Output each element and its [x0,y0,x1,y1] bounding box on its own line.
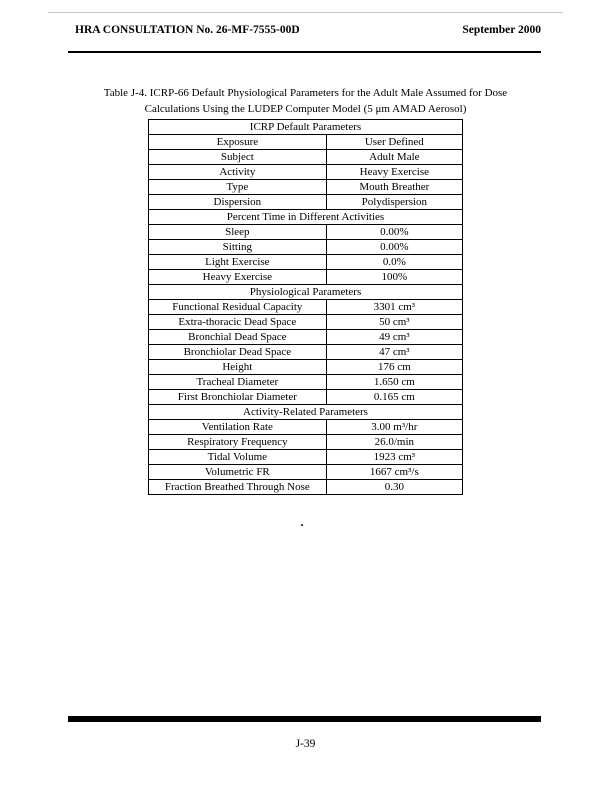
parameter-name-cell: Tidal Volume [149,450,327,465]
table-row [149,210,463,225]
table-row [149,360,463,375]
parameter-value-cell: Heavy Exercise [326,165,462,180]
parameters-table-body [149,120,463,495]
section-header-cell: ICRP Default Parameters [149,120,463,135]
parameter-value-cell: Polydispersion [326,195,462,210]
table-row [149,270,463,285]
table-row [149,300,463,315]
parameter-name-cell: Sleep [149,225,327,240]
parameter-value-cell: 176 cm [326,360,462,375]
table-row [149,135,463,150]
table-row [149,285,463,300]
table-row [149,465,463,480]
table-row [149,375,463,390]
parameter-value-cell: 49 cm³ [326,330,462,345]
parameter-value-cell: 0.0% [326,255,462,270]
parameter-name-cell: Light Exercise [149,255,327,270]
parameter-value-cell: 3301 cm³ [326,300,462,315]
header-rule [68,51,541,53]
parameter-name-cell: Activity [149,165,327,180]
parameter-value-cell: 0.00% [326,240,462,255]
parameter-name-cell: Extra-thoracic Dead Space [149,315,327,330]
table-row [149,390,463,405]
table-row [149,450,463,465]
parameter-value-cell: 1923 cm³ [326,450,462,465]
table-row [149,225,463,240]
table-row [149,165,463,180]
table-row [149,420,463,435]
parameter-value-cell: Adult Male [326,150,462,165]
table-row [149,435,463,450]
parameter-value-cell: 1.650 cm [326,375,462,390]
table-row [149,120,463,135]
scan-edge-line [48,12,563,13]
table-caption [0,85,611,117]
parameter-value-cell: User Defined [326,135,462,150]
parameter-name-cell: Bronchial Dead Space [149,330,327,345]
section-header-cell: Activity-Related Parameters [149,405,463,420]
section-header-cell: Percent Time in Different Activities [149,210,463,225]
footer-rule [68,716,541,722]
parameter-value-cell: 47 cm³ [326,345,462,360]
parameter-name-cell: Bronchiolar Dead Space [149,345,327,360]
parameter-name-cell: Subject [149,150,327,165]
parameter-value-cell: 3.00 m³/hr [326,420,462,435]
header-document-number: HRA CONSULTATION No. 26-MF-7555-00D [75,24,300,36]
parameter-name-cell: First Bronchiolar Diameter [149,390,327,405]
parameter-name-cell: Exposure [149,135,327,150]
parameter-value-cell: 1667 cm³/s [326,465,462,480]
page-header [75,24,541,36]
table-row [149,315,463,330]
section-header-cell: Physiological Parameters [149,285,463,300]
table-row [149,240,463,255]
parameter-name-cell: Sitting [149,240,327,255]
table-row [149,330,463,345]
table-row [149,480,463,495]
parameter-name-cell: Tracheal Diameter [149,375,327,390]
table-row [149,405,463,420]
table-row [149,195,463,210]
parameter-name-cell: Volumetric FR [149,465,327,480]
parameter-name-cell: Height [149,360,327,375]
parameter-name-cell: Type [149,180,327,195]
table-row [149,150,463,165]
parameter-value-cell: 50 cm³ [326,315,462,330]
parameter-value-cell: Mouth Breather [326,180,462,195]
parameter-value-cell: 0.165 cm [326,390,462,405]
table-row [149,255,463,270]
parameter-name-cell: Ventilation Rate [149,420,327,435]
table-row [149,345,463,360]
parameter-value-cell: 0.30 [326,480,462,495]
parameter-name-cell: Dispersion [149,195,327,210]
table-caption-line1: Table J-4. ICRP-66 Default Physiological Parameters for the Adult Male Assumed for Dose [103,87,508,99]
parameter-value-cell: 26.0/min [326,435,462,450]
parameter-name-cell: Respiratory Frequency [149,435,327,450]
parameter-value-cell: 0.00% [326,225,462,240]
table-caption-line2: Calculations Using the LUDEP Computer Model (5 μm AMAD Aerosol) [144,103,467,115]
page-number: J-39 [295,738,316,750]
parameter-name-cell: Fraction Breathed Through Nose [149,480,327,495]
header-date: September 2000 [462,24,541,36]
parameter-name-cell: Functional Residual Capacity [149,300,327,315]
parameters-table [148,119,463,495]
parameter-value-cell: 100% [326,270,462,285]
table-row [149,180,463,195]
scan-artifact-dot [301,524,303,526]
parameter-name-cell: Heavy Exercise [149,270,327,285]
